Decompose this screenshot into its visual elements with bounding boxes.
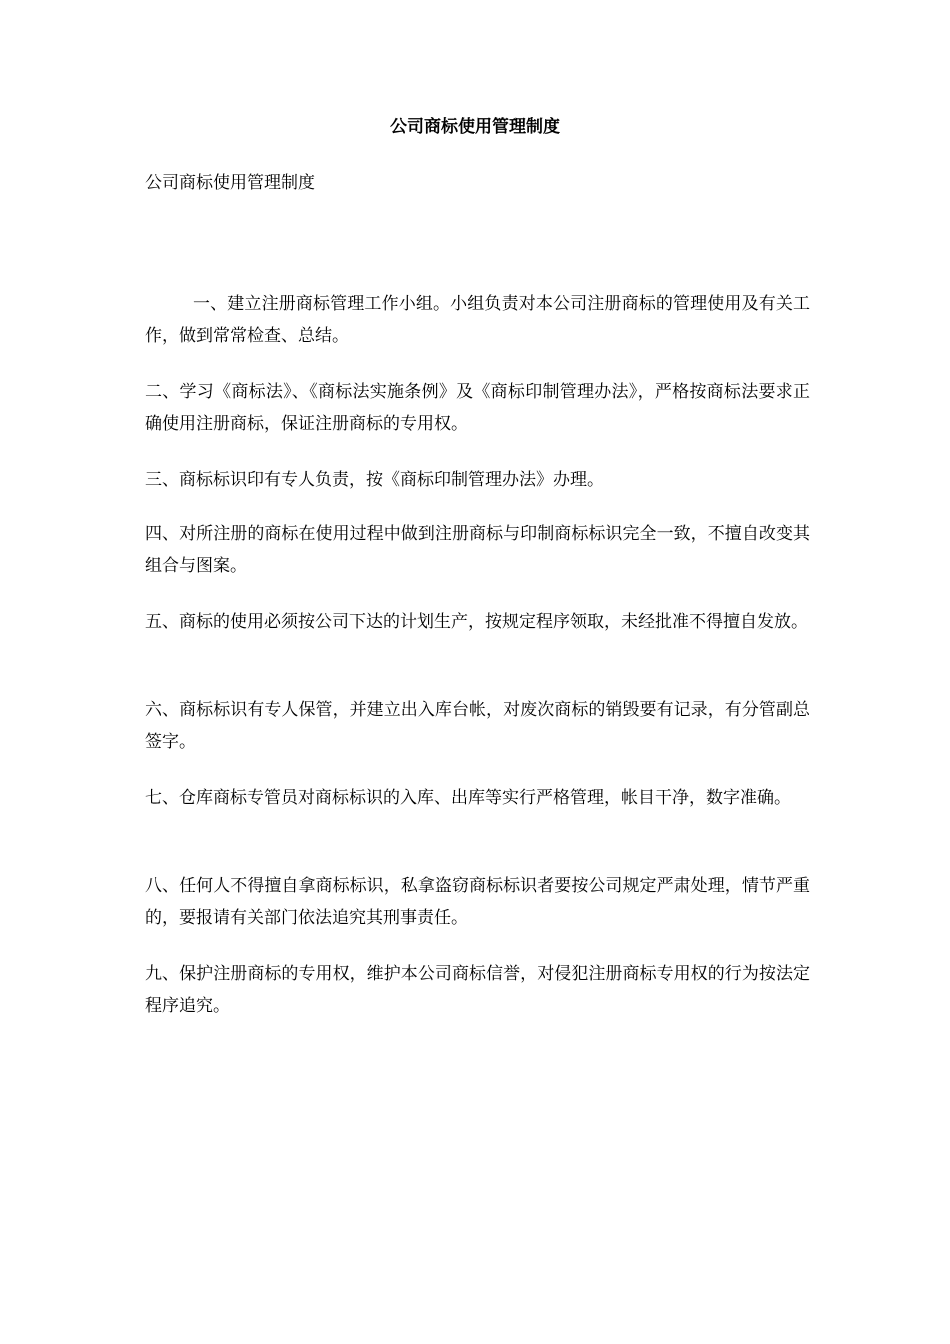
paragraph-8: 八、任何人不得擅自拿商标标识，私拿盗窃商标标识者要按公司规定严肃处理，情节严重的，要报请有关部门依法追究其刑事责任。 [145,876,810,928]
paragraph-7: 七、仓库商标专管员对商标标识的入库、出库等实行严格管理，帐目干净，数字准确。 [145,788,791,808]
paragraph-6: 六、商标标识有专人保管，并建立出入库台帐，对废次商标的销毁要有记录，有分管副总签字。 [145,700,810,752]
paragraph-9: 九、保护注册商标的专用权，维护本公司商标信誉，对侵犯注册商标专用权的行为按法定程序追究。 [145,964,810,1016]
paragraph-4: 四、对所注册的商标在使用过程中做到注册商标与印制商标标识完全一致，不擅自改变其组合与图案。 [145,524,810,576]
paragraph-1: 一、建立注册商标管理工作小组。小组负责对本公司注册商标的管理使用及有关工作，做到常常检查、总结。 [145,294,810,346]
page-title: 公司商标使用管理制度 [390,117,560,137]
paragraph-2: 二、学习《商标法》、《商标法实施条例》及《商标印制管理办法》，严格按商标法要求正确使用注册商标，保证注册商标的专用权。 [145,382,810,434]
paragraph-3: 三、商标标识印有专人负责，按《商标印制管理办法》办理。 [145,470,604,490]
document-subtitle: 公司商标使用管理制度 [145,173,315,193]
paragraph-5: 五、商标的使用必须按公司下达的计划生产，按规定程序领取，未经批准不得擅自发放。 [145,612,808,632]
